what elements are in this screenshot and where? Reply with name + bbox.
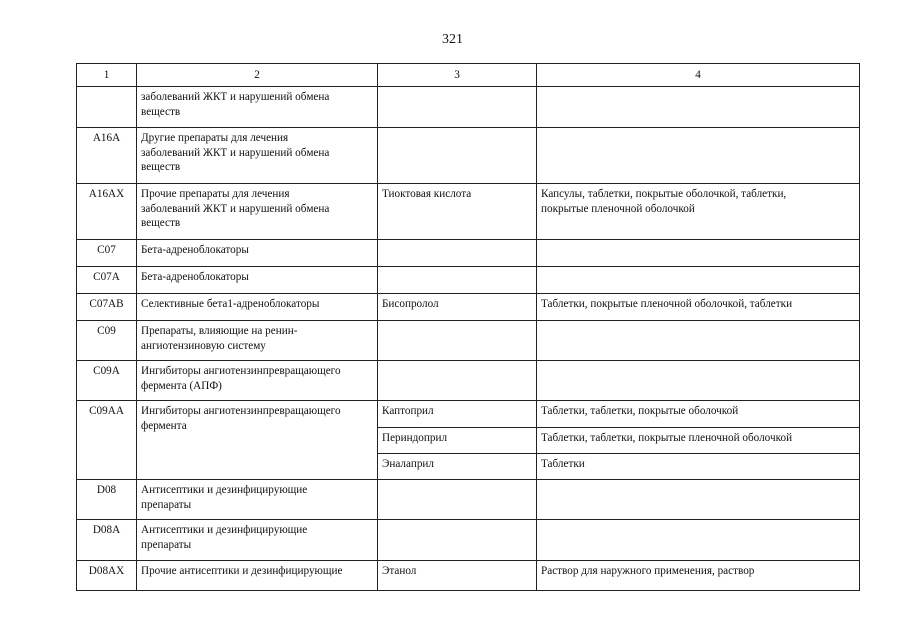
dosage-form-cell (537, 401, 860, 428)
atc-group-name-cell (137, 520, 378, 561)
table-row (77, 294, 860, 321)
substance-cell (378, 240, 537, 267)
dosage-form-cell (537, 428, 860, 454)
column-header (378, 64, 537, 87)
atc-code-cell-text: C07A (93, 271, 120, 283)
table-row (77, 184, 860, 240)
atc-code-cell (77, 128, 137, 184)
drug-list-table (76, 63, 860, 591)
table-row (77, 267, 860, 294)
atc-code-cell-text: C09 (97, 325, 116, 337)
substance-cell (378, 454, 537, 480)
dosage-form-cell (537, 87, 860, 128)
atc-code-cell (77, 401, 137, 480)
page-number: 321 (442, 32, 463, 47)
atc-code-cell-text: D08A (92, 524, 121, 536)
atc-group-name-cell-text: Препараты, влияющие на ренин- ангиотензиновую систему (141, 325, 298, 352)
dosage-form-cell (537, 294, 860, 321)
atc-group-name-cell (137, 361, 378, 401)
column-header (137, 64, 378, 87)
atc-code-cell-text: C09AA (89, 405, 124, 417)
atc-group-name-cell (137, 240, 378, 267)
table-row (77, 240, 860, 267)
atc-code-cell-text: A16AX (88, 188, 125, 200)
column-header-text: 3 (454, 68, 460, 81)
atc-code-cell (77, 361, 137, 401)
substance-cell (378, 87, 537, 128)
dosage-form-cell (537, 361, 860, 401)
atc-group-name-cell-text: Антисептики и дезинфицирующие препараты (141, 484, 308, 511)
atc-group-name-cell-text: Бета-адреноблокаторы (141, 271, 249, 283)
atc-code-cell (77, 87, 137, 128)
dosage-form-cell (537, 454, 860, 480)
atc-code-cell-text: D08 (96, 484, 117, 496)
dosage-form-cell (537, 240, 860, 267)
substance-cell (378, 294, 537, 321)
atc-group-name-cell (137, 294, 378, 321)
atc-group-name-cell (137, 401, 378, 480)
substance-cell (378, 401, 537, 428)
atc-group-name-cell (137, 561, 378, 591)
dosage-form-cell (537, 520, 860, 561)
substance-cell (378, 428, 537, 454)
table-row (77, 321, 860, 361)
dosage-form-cell-text: Таблетки (541, 458, 585, 470)
atc-group-name-cell (137, 321, 378, 361)
atc-code-cell (77, 480, 137, 520)
table-row (77, 561, 860, 591)
substance-cell (378, 520, 537, 561)
atc-code-cell (77, 294, 137, 321)
atc-group-name-cell-text: Прочие препараты для лечения заболеваний ЖКТ и нарушений обмена веществ (141, 188, 330, 229)
atc-code-cell (77, 561, 137, 591)
atc-code-cell (77, 240, 137, 267)
atc-group-name-cell (137, 184, 378, 240)
atc-code-cell (77, 184, 137, 240)
atc-group-name-cell (137, 128, 378, 184)
column-header-text: 2 (254, 68, 260, 81)
dosage-form-cell (537, 184, 860, 240)
atc-group-name-cell-text: Ингибиторы ангиотензинпревращающего фермента (141, 405, 341, 432)
substance-cell-text: Тиоктовая кислота (382, 188, 472, 200)
table-row (77, 401, 860, 428)
atc-code-cell-text: C09A (93, 365, 120, 377)
atc-group-name-cell-text: Бета-адреноблокаторы (141, 244, 249, 256)
atc-code-cell-text: C07AB (89, 298, 124, 310)
atc-code-cell-text: C07 (97, 244, 116, 256)
dosage-form-cell-text: Таблетки, таблетки, покрытые оболочкой (541, 405, 739, 417)
dosage-form-cell (537, 267, 860, 294)
atc-code-cell-text: A16A (92, 132, 121, 144)
substance-cell (378, 267, 537, 294)
column-header (537, 64, 860, 87)
substance-cell (378, 321, 537, 361)
table-row (77, 480, 860, 520)
substance-cell-text: Каптоприл (382, 405, 434, 417)
substance-cell (378, 361, 537, 401)
dosage-form-cell (537, 128, 860, 184)
column-header-text: 1 (103, 68, 110, 81)
atc-code-cell (77, 267, 137, 294)
substance-cell-text: Периндоприл (382, 432, 448, 444)
table-row (77, 128, 860, 184)
substance-cell (378, 480, 537, 520)
dosage-form-cell-text: Капсулы, таблетки, покрытые оболочкой, таблетки, покрытые пленочной оболочкой (541, 188, 787, 215)
atc-group-name-cell-text: Селективные бета1-адреноблокаторы (141, 298, 320, 310)
atc-group-name-cell (137, 87, 378, 128)
table-row (77, 520, 860, 561)
atc-group-name-cell (137, 480, 378, 520)
dosage-form-cell-text: Раствор для наружного применения, раствор (541, 565, 755, 577)
atc-code-cell (77, 321, 137, 361)
column-header-text: 4 (695, 68, 701, 81)
dosage-form-cell-text: Таблетки, таблетки, покрытые пленочной оболочкой (541, 432, 793, 444)
substance-cell-text: Этанол (382, 565, 417, 577)
substance-cell-text: Бисопролол (382, 298, 439, 310)
atc-code-cell (77, 520, 137, 561)
atc-group-name-cell-text: Антисептики и дезинфицирующие препараты (141, 524, 308, 551)
dosage-form-cell-text: Таблетки, покрытые пленочной оболочкой, таблетки (541, 298, 793, 310)
substance-cell-text: Эналаприл (382, 458, 434, 470)
atc-group-name-cell-text: Другие препараты для лечения заболеваний ЖКТ и нарушений обмена веществ (141, 132, 330, 173)
substance-cell (378, 561, 537, 591)
atc-group-name-cell (137, 267, 378, 294)
table-row (77, 361, 860, 401)
substance-cell (378, 184, 537, 240)
table-body (77, 64, 860, 591)
table-header-row (77, 64, 860, 87)
dosage-form-cell (537, 561, 860, 591)
atc-group-name-cell-text: Ингибиторы ангиотензинпревращающего фермента (АПФ) (141, 365, 341, 392)
substance-cell (378, 128, 537, 184)
column-header (77, 64, 137, 87)
atc-code-cell-text: D08AX (88, 565, 125, 577)
atc-group-name-cell-text: Прочие антисептики и дезинфицирующие (141, 565, 343, 577)
atc-group-name-cell-text: заболеваний ЖКТ и нарушений обмена веществ (141, 91, 330, 118)
table-row (77, 87, 860, 128)
dosage-form-cell (537, 321, 860, 361)
dosage-form-cell (537, 480, 860, 520)
